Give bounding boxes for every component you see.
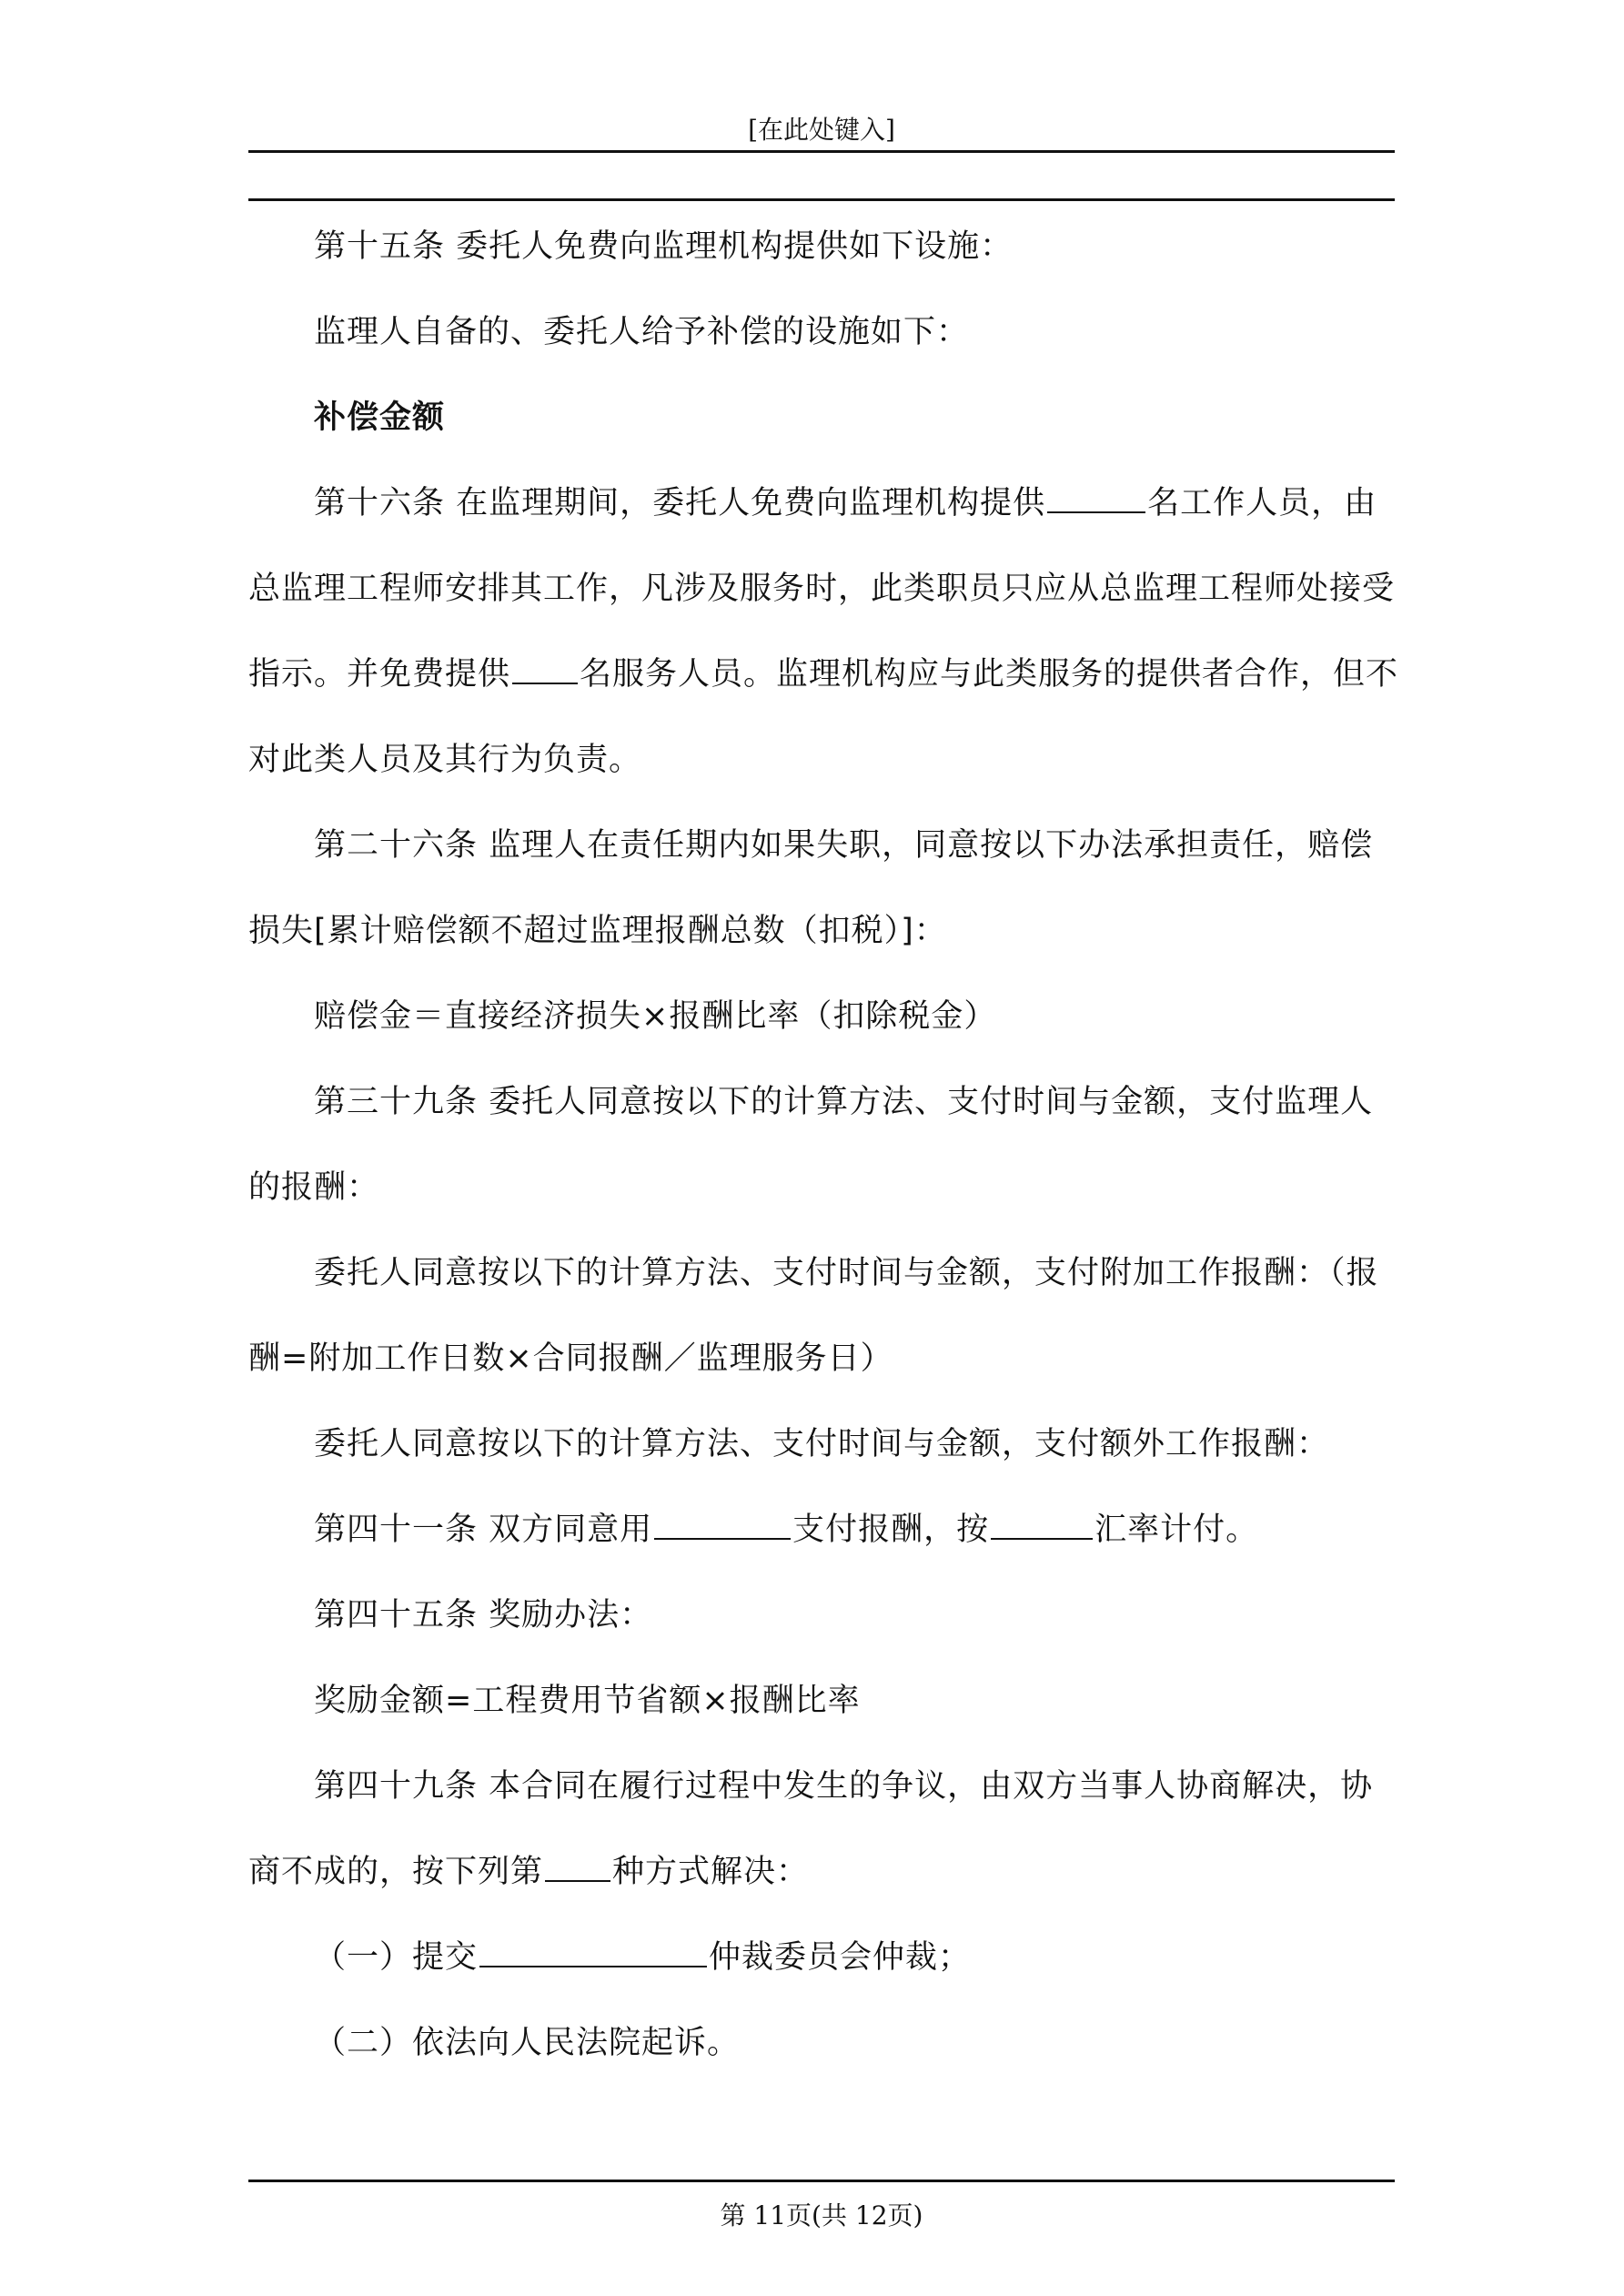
- exchange-rate-blank[interactable]: [991, 1511, 1093, 1540]
- option-arbitration-text-a: （一）提交: [314, 1939, 479, 1976]
- header-placeholder[interactable]: [在此处键入]: [748, 115, 895, 145]
- article-26-line-1: [248, 803, 1395, 888]
- reward-formula: [248, 1658, 1395, 1744]
- page-number: 第 11页(共 12页): [720, 2200, 923, 2230]
- article-39-text-a: 第三十九条 委托人同意按以下的计算方法、支付时间与金额，支付监理人: [314, 1084, 1374, 1120]
- document-body: [248, 204, 1399, 2086]
- additional-work-text-b: 酬=附加工作日数×合同报酬／监理服务日）: [248, 1340, 893, 1377]
- article-45-text: 第四十五条 奖励办法：: [314, 1597, 653, 1633]
- option-arbitration: [248, 1915, 1395, 2000]
- article-41-text-b: 支付报酬，按: [792, 1512, 990, 1548]
- article-49-text-c: 种方式解决：: [612, 1854, 810, 1890]
- article-16-text-f: 对此类人员及其行为负责。: [248, 742, 642, 778]
- service-staff-count-blank[interactable]: [512, 655, 578, 684]
- article-41-text-c: 汇率计付。: [1094, 1512, 1259, 1548]
- currency-blank[interactable]: [654, 1511, 791, 1540]
- article-26-text-a: 第二十六条 监理人在责任期内如果失职，同意按以下办法承担责任，赔偿: [314, 827, 1374, 864]
- dispute-method-blank[interactable]: [545, 1853, 610, 1882]
- article-49-line-1: [248, 1744, 1395, 1829]
- extra-work-payment: [248, 1401, 1395, 1487]
- extra-work-payment-text: 委托人同意按以下的计算方法、支付时间与金额，支付额外工作报酬：: [314, 1426, 1330, 1462]
- header-rule-bottom: [248, 198, 1395, 201]
- footer-rule: [248, 2180, 1395, 2182]
- article-41: [248, 1487, 1395, 1573]
- staff-count-blank[interactable]: [1047, 484, 1145, 513]
- article-16-text-a: 第十六条 在监理期间，委托人免费向监理机构提供: [314, 485, 1046, 521]
- compensation-amount-heading: [248, 375, 1395, 460]
- article-26-text-b: 损失[累计赔偿额不超过监理报酬总数（扣税）]：: [248, 913, 947, 949]
- article-39-line-2: [248, 1145, 1395, 1230]
- additional-work-line-1: [248, 1230, 1395, 1316]
- article-39-text-b: 的报酬：: [248, 1169, 380, 1206]
- article-16-line-2: [248, 546, 1395, 632]
- additional-work-line-2: [248, 1316, 1395, 1401]
- header-rule-top: [248, 150, 1395, 153]
- article-16-line-1: [248, 460, 1395, 546]
- self-provided-facilities-text: 监理人自备的、委托人给予补偿的设施如下：: [314, 314, 970, 350]
- self-provided-facilities: [248, 289, 1395, 375]
- compensation-amount-heading-text: 补偿金额: [314, 400, 446, 436]
- article-49-text-a: 第四十九条 本合同在履行过程中发生的争议，由双方当事人协商解决，协: [314, 1768, 1374, 1805]
- article-16-text-e: 名服务人员。监理机构应与此类服务的提供者合作，但不: [580, 656, 1399, 693]
- article-49-line-2: [248, 1829, 1395, 1915]
- article-49-text-b: 商不成的，按下列第: [248, 1854, 544, 1890]
- article-41-text-a: 第四十一条 双方同意用: [314, 1512, 653, 1548]
- article-15-text: 第十五条 委托人免费向监理机构提供如下设施：: [314, 228, 1014, 265]
- compensation-formula: [248, 974, 1395, 1059]
- article-16-line-3: [248, 632, 1399, 717]
- option-court-text: （二）依法向人民法院起诉。: [314, 2025, 741, 2061]
- option-court: [248, 2000, 1395, 2086]
- article-16-text-d: 指示。并免费提供: [248, 656, 511, 693]
- article-15: [248, 204, 1395, 289]
- reward-formula-text: 奖励金额=工程费用节省额×报酬比率: [314, 1683, 861, 1719]
- article-26-line-2: [248, 888, 1395, 974]
- article-16-line-4: [248, 717, 1395, 803]
- additional-work-text-a: 委托人同意按以下的计算方法、支付时间与金额，支付附加工作报酬：（报: [314, 1255, 1379, 1291]
- article-45: [248, 1573, 1395, 1658]
- compensation-formula-text: 赔偿金＝直接经济损失×报酬比率（扣除税金）: [314, 998, 997, 1035]
- article-39-line-1: [248, 1059, 1395, 1145]
- option-arbitration-text-b: 仲裁委员会仲裁；: [709, 1939, 972, 1976]
- article-16-text-c: 总监理工程师安排其工作，凡涉及服务时，此类职员只应从总监理工程师处接受: [248, 571, 1396, 607]
- article-16-text-b: 名工作人员，由: [1147, 485, 1377, 521]
- arbitration-committee-blank[interactable]: [479, 1938, 707, 1967]
